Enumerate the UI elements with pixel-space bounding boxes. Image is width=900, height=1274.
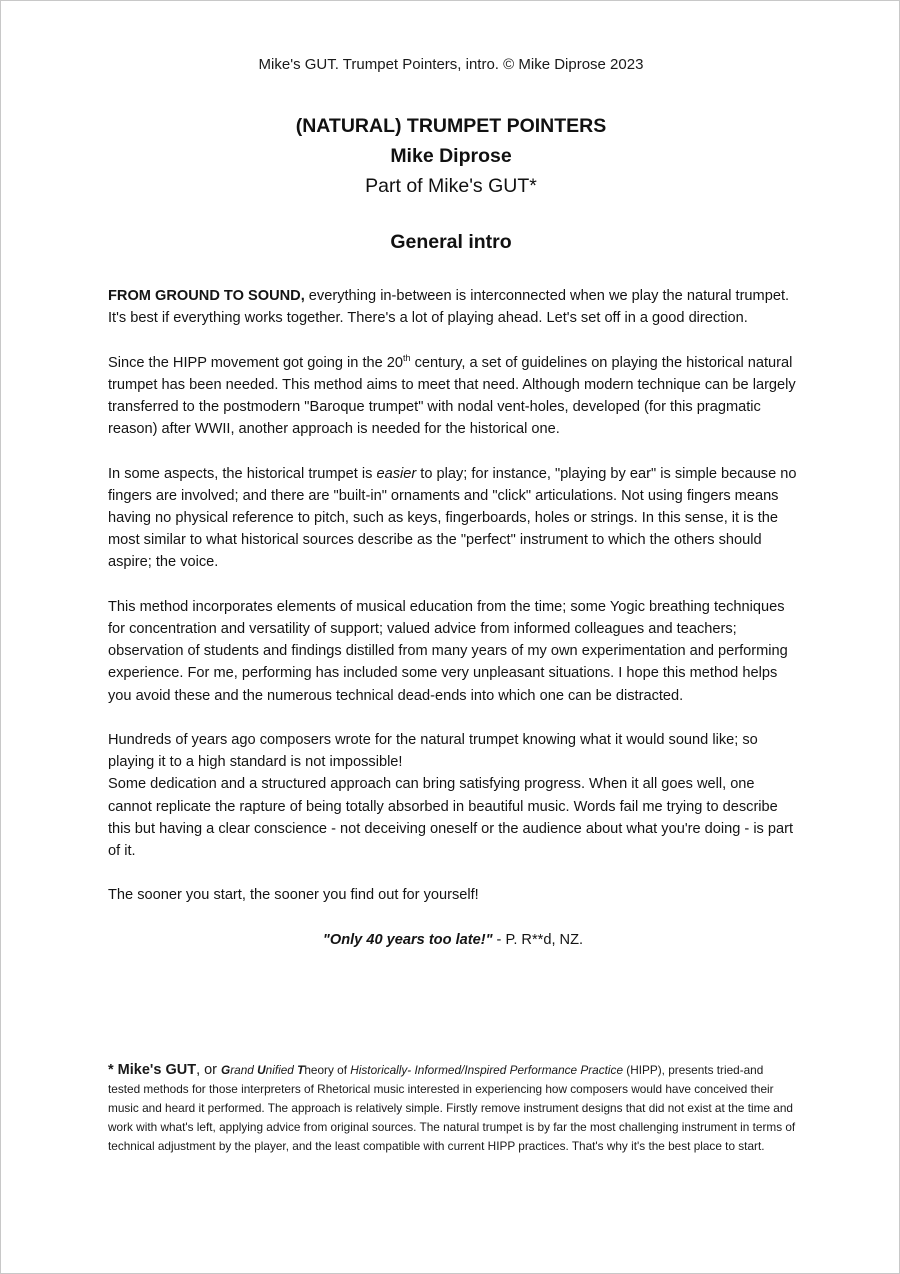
expansion-word: rand — [230, 1063, 258, 1077]
paragraph-1 — [108, 285, 798, 329]
emphasis: easier — [376, 465, 417, 482]
paragraph-text: everything in-between is interconnected when we play the natural trumpet. It's best if everything works together. There's a lot of playing ahead. Let's set off in a good direction. — [108, 288, 790, 327]
paragraph-2 — [108, 352, 798, 441]
paragraph-text: In some aspects, the historical trumpet is — [108, 465, 377, 482]
author-name: Mike Diprose — [390, 145, 512, 167]
paragraph-7: The sooner you start, the sooner you find out for yourself! — [108, 887, 479, 904]
expansion-word: heory of — [304, 1063, 351, 1077]
paragraph-text: Since the HIPP movement got going in the 20 — [108, 354, 404, 371]
footnote-emphasis: Historically- Informed/Inspired Performance Practice — [350, 1063, 623, 1077]
quote — [108, 929, 798, 951]
paragraph-text: century, a set of guidelines on playing the historical natural trumpet has been needed. This method aims to meet that need. Although modern technique can be largely transferred to the postmodern "Baroque trumpet" with nodal vent-holes, developed (for this pragmatic reason) after WWII, another approach is needed for the historical one. — [108, 354, 796, 438]
quote-attribution: - P. R**d, NZ. — [492, 931, 584, 948]
footnote-text: (HIPP), presents tried-and tested methods for those interpreters of Rhetorical music interested in experiencing how composers would have conceived their music and heard it performed. The approach is relatively simple. Firstly remove instrument designs that did not exist at the time and work with what's left, applying advice from original sources. The natural trumpet is by far the most challenging instrument in terms of technical adjustment by the player, and the least compatible with current HIPP practices. That's why it's the best place to start. — [108, 1063, 796, 1153]
superscript: th — [403, 352, 411, 363]
quote-text: "Only 40 years too late!" — [322, 931, 493, 948]
footnote — [108, 1061, 798, 1156]
footnote-lead: * Mike's GUT — [108, 1062, 197, 1078]
acronym-letter: T — [297, 1063, 305, 1077]
paragraph-text: to play; for instance, "playing by ear" is simple because no fingers are involved; and there are "built-in" ornaments and "click" articulations. Not using fingers means having no physical reference to pitch, such as keys, fingerboards, holes or strings. In this sense, it is the most similar to what historical sources describe as the "perfect" instrument to which the others should aspire; the voice. — [108, 465, 797, 571]
body-text — [108, 285, 798, 973]
acronym-letter: G — [221, 1063, 231, 1077]
running-header: Mike's GUT. Trumpet Pointers, intro. © Mike Diprose 2023 — [258, 56, 644, 73]
section-heading: General intro — [390, 231, 512, 253]
expansion-word: nified — [265, 1063, 298, 1077]
paragraph-5: Hundreds of years ago composers wrote for the natural trumpet knowing what it would sound like; so playing it to a high standard is not impossible! — [108, 732, 758, 771]
paragraph-lead: FROM GROUND TO SOUND, — [108, 288, 305, 304]
document-title: (NATURAL) TRUMPET POINTERS — [295, 115, 607, 137]
paragraph-6: Some dedication and a structured approach can bring satisfying progress. When it all goes well, one cannot replicate the rapture of being totally absorbed in beautiful music. Words fail me trying to describe this but having a clear conscience - not deceiving oneself or the audience about what you're doing - is part of it. — [108, 776, 794, 860]
acronym-letter: U — [257, 1063, 266, 1077]
title-block — [1, 111, 900, 201]
document-subtitle: Part of Mike's GUT* — [365, 175, 537, 197]
footnote-or: , or — [196, 1062, 222, 1078]
footnote-expansion — [221, 1063, 304, 1077]
paragraph-4: This method incorporates elements of musical education from the time; some Yogic breathing techniques for concentration and versatility of support; valued advice from informed colleagues and teachers; observation of students and findings distilled from many years of my own experimentation and performing experience. For me, performing has included some very unpleasant situations. I hope this method helps you avoid these and the numerous technical dead-ends into which one can be distracted. — [108, 598, 788, 704]
paragraph-3 — [108, 463, 798, 574]
